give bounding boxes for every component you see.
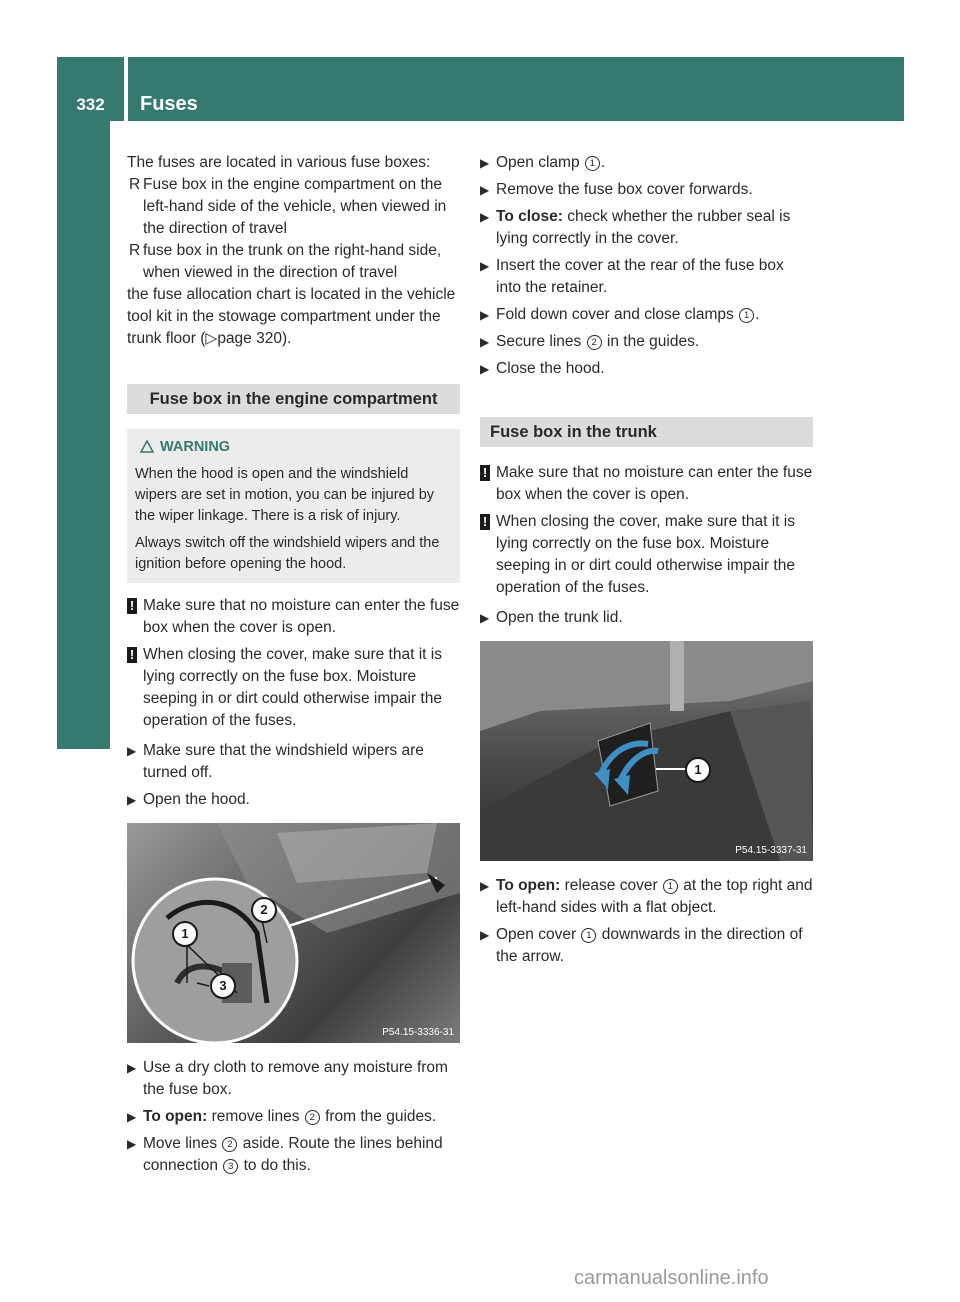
instruction-step: ▶ Use a dry cloth to remove any moisture from the fuse box. <box>127 1059 448 1098</box>
exclamation-icon: ! <box>127 647 137 663</box>
fuse-chart-location-text: the fuse allocation chart is located in the vehicle tool kit in the stowage compartment under the trunk floor (▷page 320). <box>127 286 456 347</box>
number-2-icon: 2 <box>587 335 602 350</box>
instruction-step: ▶ Open the hood. <box>127 789 460 811</box>
warning-instruction: Always switch off the windshield wipers and the ignition before opening the hood. <box>135 535 440 572</box>
intro-text: The fuses are located in various fuse boxes: <box>127 154 431 171</box>
warning-text: When the hood is open and the windshield wipers are set in motion, you can be injured by the wiper linkage. There is a risk of injury. <box>135 466 435 524</box>
instruction-step: ▶ Insert the cover at the rear of the fuse box into the retainer. <box>480 257 784 296</box>
number-1-icon: 1 <box>581 928 596 943</box>
instruction-step: ▶ Fold down cover and close clamps 1 . <box>480 304 813 326</box>
instruction-step: ▶ Secure lines 2 in the guides. <box>480 331 813 353</box>
number-3-icon: 3 <box>223 1159 238 1174</box>
header-divider <box>124 57 128 121</box>
callout-1: 1 <box>685 757 711 783</box>
figure-code: P54.15-3336-31 <box>382 1027 454 1038</box>
step-arrow-icon: ▶ <box>127 793 137 807</box>
step-arrow-icon: ▶ <box>480 335 490 349</box>
page-ref-icon: ▷ <box>205 330 218 347</box>
instruction-step: ▶ Move lines 2 aside. Route the lines behind connection 3 to do this. <box>127 1135 443 1174</box>
watermark: carmanualsonline.info <box>574 1267 769 1289</box>
notice-item: ! Make sure that no moisture can enter the fuse box when the cover is open. <box>127 595 460 639</box>
warning-box <box>127 429 460 583</box>
exclamation-icon: ! <box>127 598 137 614</box>
number-2-icon: 2 <box>305 1110 320 1125</box>
section-title: Fuses <box>140 93 198 115</box>
notice-item: ! When closing the cover, make sure that it is lying correctly on the fuse box. Moisture seeping in or dirt could otherwise impair the operation of the fuses. <box>127 644 460 732</box>
bullet-mark: R <box>129 242 141 259</box>
instruction-step: ▶ Open clamp 1 . <box>480 152 813 174</box>
instruction-step: ▶ Close the hood. <box>480 358 813 380</box>
engine-compartment-figure <box>127 823 460 1043</box>
instruction-step: ▶ Open cover 1 downwards in the direction of the arrow. <box>480 926 803 965</box>
warning-label: WARNING <box>135 437 452 460</box>
instruction-step: ▶ To open: remove lines 2 from the guides. <box>127 1106 460 1128</box>
instruction-step: ▶ Make sure that the windshield wipers are turned off. <box>127 742 424 781</box>
step-arrow-icon: ▶ <box>127 1110 137 1124</box>
step-arrow-icon: ▶ <box>480 362 490 376</box>
callout-3: 3 <box>210 973 236 999</box>
list-item: R fuse box in the trunk on the right-hand side, when viewed in the direction of travel <box>129 242 442 281</box>
step-arrow-icon: ▶ <box>480 183 490 197</box>
bullet-mark: R <box>129 176 141 193</box>
trunk-illustration <box>480 641 813 861</box>
notice-item: ! When closing the cover, make sure that it is lying correctly on the fuse box. Moisture seeping in or dirt could otherwise impair the operation of the fuses. <box>480 511 813 599</box>
right-column <box>480 152 813 973</box>
number-1-icon: 1 <box>585 156 600 171</box>
page-number: 332 <box>76 95 105 114</box>
list-item: R Fuse box in the engine compartment on the left-hand side of the vehicle, when viewed in the direction of travel <box>129 176 447 237</box>
left-column <box>127 152 460 1182</box>
step-arrow-icon: ▶ <box>480 210 490 224</box>
callout-2: 2 <box>251 897 277 923</box>
engine-fuse-box-heading: Fuse box in the engine compartment <box>127 384 460 414</box>
figure-code: P54.15-3337-31 <box>735 845 807 856</box>
step-arrow-icon: ▶ <box>127 1137 137 1151</box>
step-arrow-icon: ▶ <box>127 1061 137 1075</box>
instruction-step: ▶ Open the trunk lid. <box>480 607 813 629</box>
step-arrow-icon: ▶ <box>127 744 137 758</box>
callout-1: 1 <box>172 921 198 947</box>
exclamation-icon: ! <box>480 514 490 530</box>
notice-item: ! Make sure that no moisture can enter the fuse box when the cover is open. <box>480 462 813 506</box>
trunk-fuse-box-heading: Fuse box in the trunk <box>480 417 813 447</box>
instruction-step: ▶ To close: check whether the rubber seal is lying correctly in the cover. <box>480 208 791 247</box>
number-2-icon: 2 <box>222 1137 237 1152</box>
step-arrow-icon: ▶ <box>480 611 490 625</box>
warning-triangle-icon <box>140 439 154 460</box>
exclamation-icon: ! <box>480 465 490 481</box>
number-1-icon: 1 <box>739 308 754 323</box>
step-arrow-icon: ▶ <box>480 308 490 322</box>
instruction-step: ▶ To open: release cover 1 at the top right and left-hand sides with a flat object. <box>480 877 813 916</box>
step-arrow-icon: ▶ <box>480 259 490 273</box>
instruction-step: ▶ Remove the fuse box cover forwards. <box>480 179 813 201</box>
trunk-figure <box>480 641 813 861</box>
page-reference-link[interactable]: page 320). <box>217 330 292 347</box>
side-chapter-label: Breakdown assistance <box>70 401 96 639</box>
number-1-icon: 1 <box>663 879 678 894</box>
step-arrow-icon: ▶ <box>480 879 490 893</box>
step-arrow-icon: ▶ <box>480 928 490 942</box>
step-arrow-icon: ▶ <box>480 156 490 170</box>
